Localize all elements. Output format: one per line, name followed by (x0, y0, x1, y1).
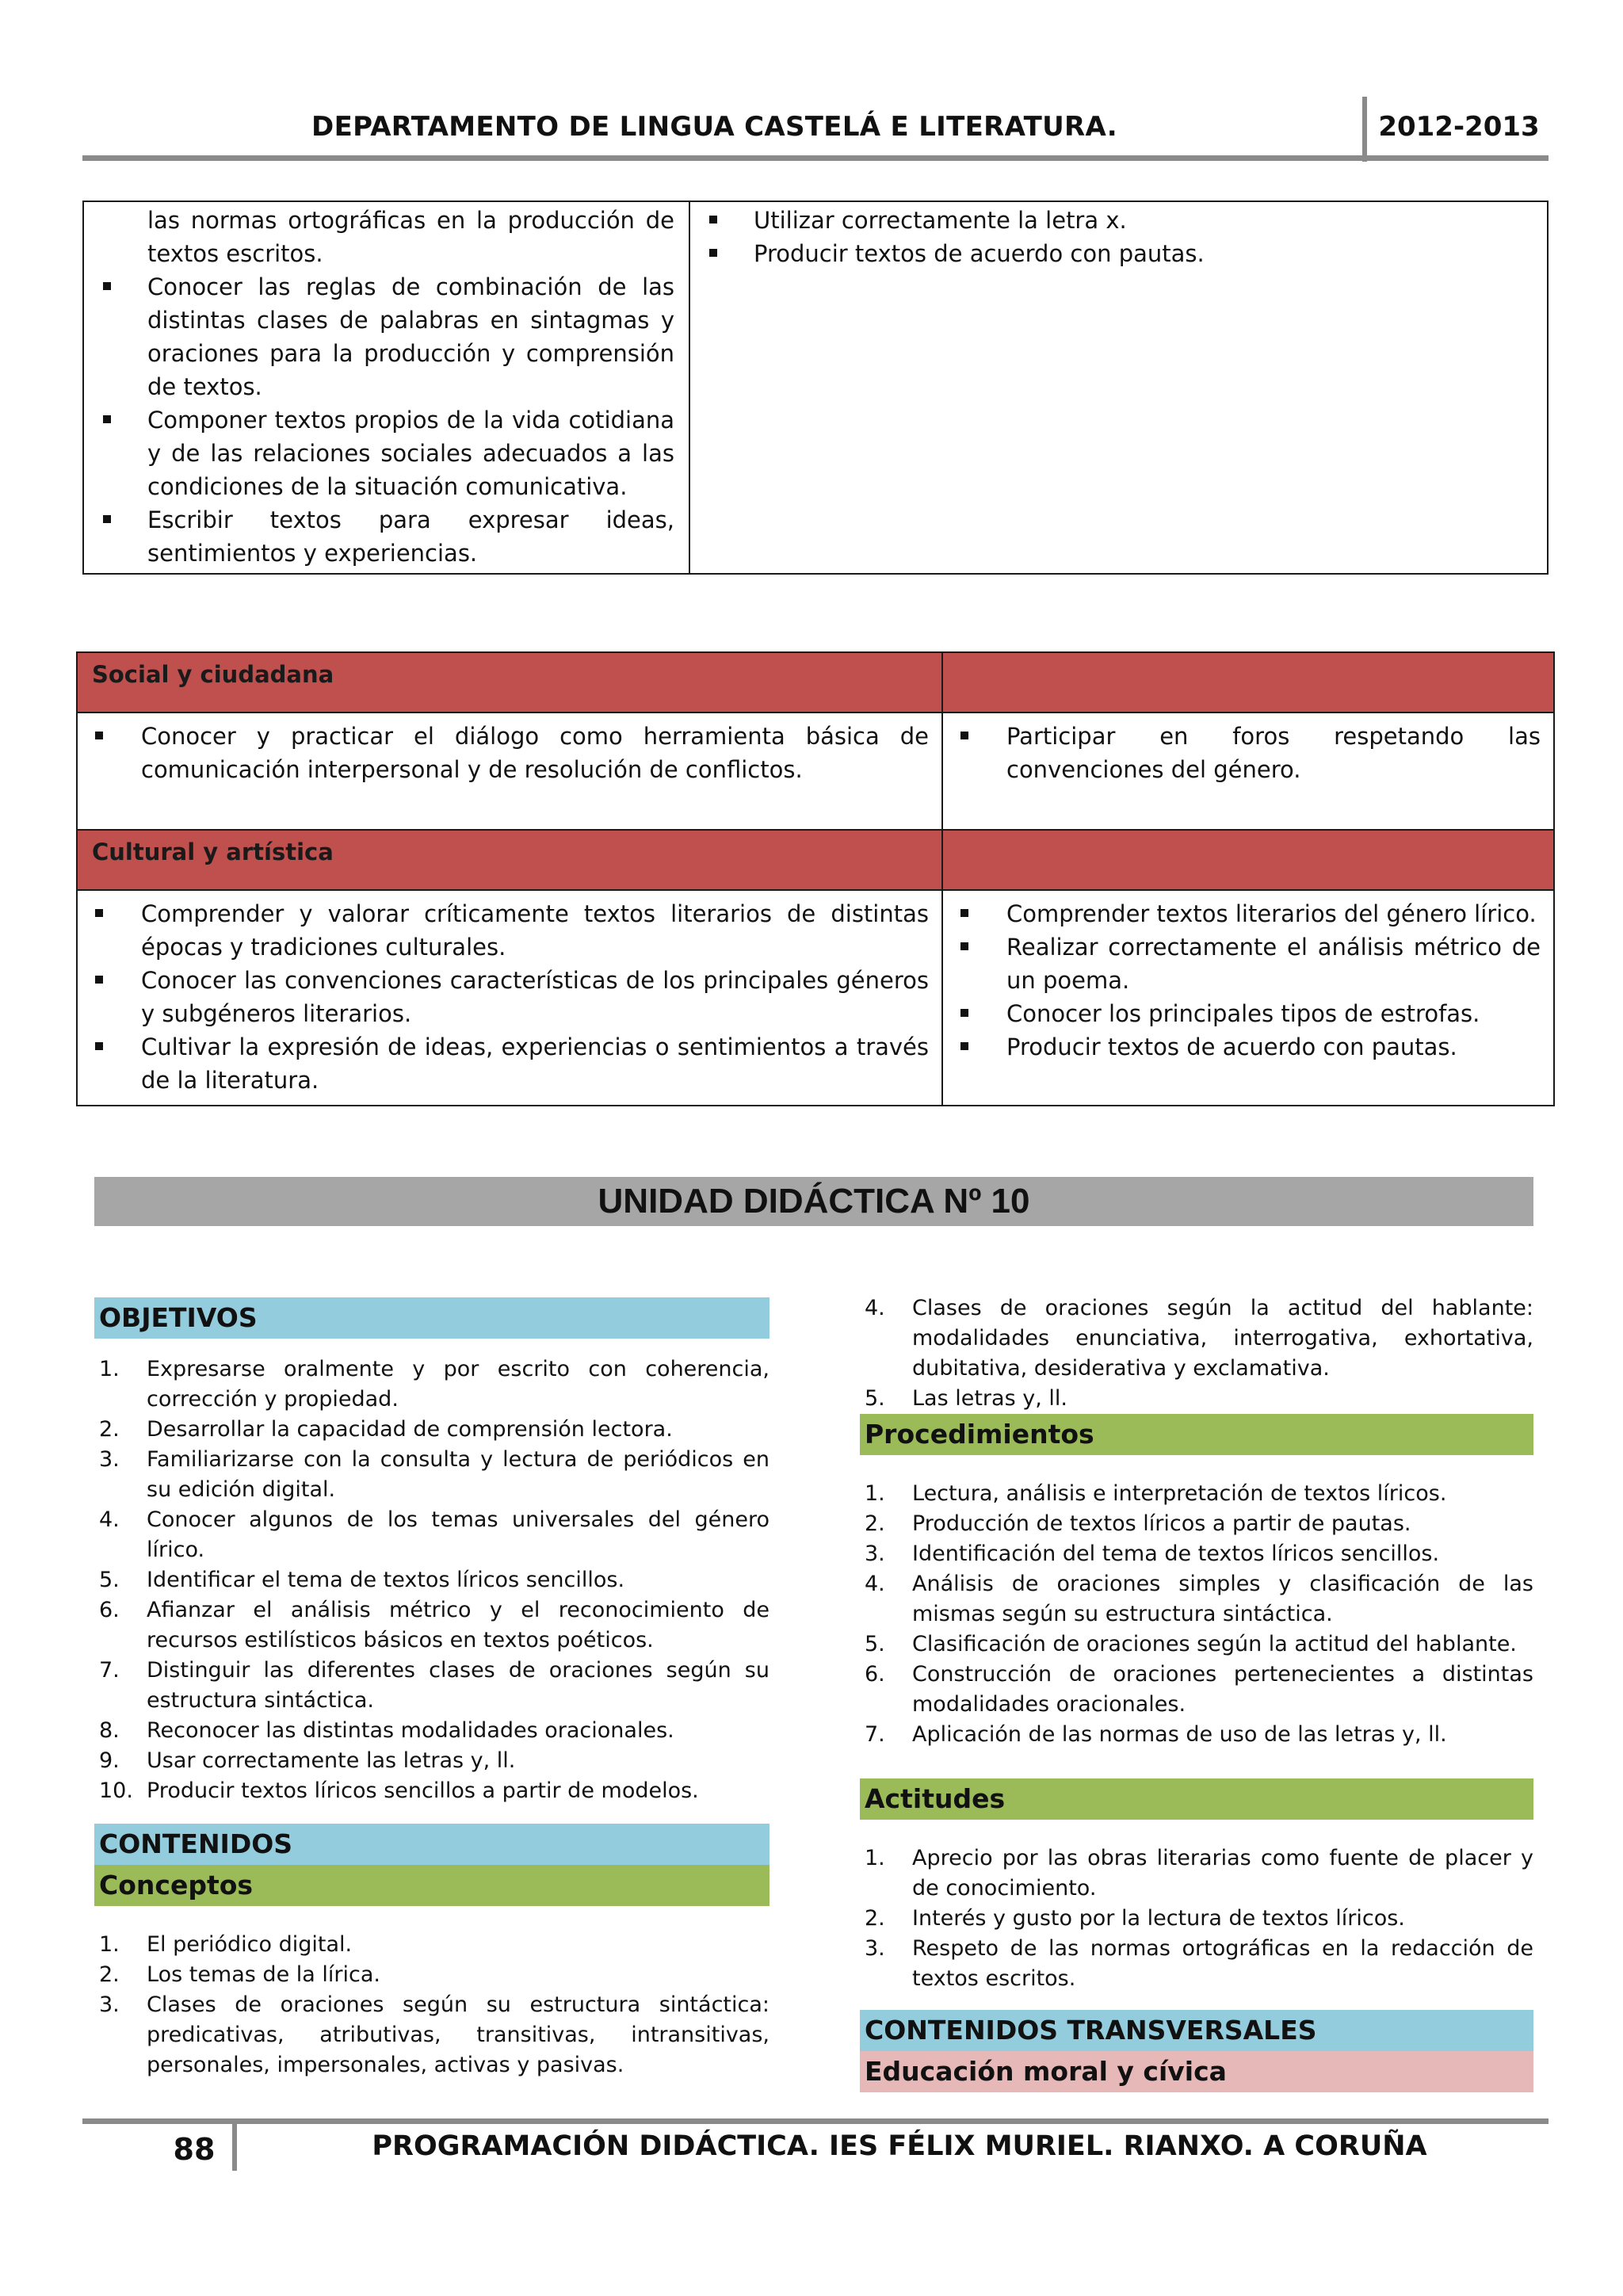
list-item: 3. Respeto de las normas ortográficas en la redacción de textos escritos. (865, 1936, 1533, 1991)
list-item: 2. Producción de textos líricos a partir de pautas. (865, 1511, 1411, 1536)
category-row-cultural (77, 830, 1554, 890)
table-cell-right (689, 201, 1548, 574)
table-row (77, 890, 1554, 1106)
category-cell-empty (942, 652, 1554, 712)
table-cell-right (942, 712, 1554, 830)
procedimientos-heading: Procedimientos (860, 1414, 1533, 1455)
list-item: 5. Las letras y, ll. (865, 1386, 1067, 1411)
category-cell (77, 652, 942, 712)
list-item: Escribir textos para expresar ideas, sentimientos y experiencias. (84, 503, 674, 570)
category-label: Cultural y artística (92, 839, 334, 865)
list-item: Comprender textos literarios del género lírico. (943, 897, 1541, 930)
table-cell-left (83, 201, 689, 574)
list-item: 7. Aplicación de las normas de uso de las letras y, ll. (865, 1722, 1447, 1747)
category-cell-empty (942, 830, 1554, 890)
competencias-table (76, 651, 1555, 1106)
list-item: Producir textos de acuerdo con pautas. (943, 1030, 1541, 1064)
list-item: 7. Distinguir las diferentes clases de oraciones según su estructura sintáctica. (99, 1658, 769, 1713)
list-item: Comprender y valorar críticamente textos literarios de distintas épocas y tradiciones culturales. (78, 897, 929, 964)
list-item: 9. Usar correctamente las letras y, ll. (99, 1748, 516, 1773)
list-item: 5. Clasificación de oraciones según la actitud del hablante. (865, 1632, 1517, 1656)
list-item: 4. Análisis de oraciones simples y clasificación de las mismas según su estructura sintáctica. (865, 1572, 1533, 1626)
header-divider (1362, 97, 1367, 162)
objetivos-heading: OBJETIVOS (94, 1297, 769, 1339)
bullet-list (78, 720, 929, 786)
list-item: Componer textos propios de la vida cotidiana y de las relaciones sociales adecuados a las condiciones de la situación comunicativa. (84, 403, 674, 503)
category-row-social (77, 652, 1554, 712)
bullet-list (78, 897, 929, 1097)
footer-title: PROGRAMACIÓN DIDÁCTICA. IES FÉLIX MURIEL. RIANXO. A CORUÑA (372, 2130, 1427, 2162)
list-item: 2. Desarrollar la capacidad de comprensión lectora. (99, 1417, 673, 1442)
category-cell (77, 830, 942, 890)
header-rule (82, 155, 1549, 161)
list-item: 1. El periódico digital. (99, 1932, 353, 1957)
page-number: 88 (173, 2132, 216, 2167)
list-item: 2. Interés y gusto por la lectura de textos líricos. (865, 1906, 1405, 1931)
list-item: 3. Familiarizarse con la consulta y lectura de periódicos en su edición digital. (99, 1447, 769, 1502)
table-cell-right (942, 890, 1554, 1106)
educacion-moral-heading: Educación moral y cívica (860, 2051, 1533, 2092)
contenidos-heading: CONTENIDOS (94, 1824, 769, 1865)
list-item: Conocer las reglas de combinación de las distintas clases de palabras en sintagmas y oraciones para la producción y comprensión de textos. (84, 270, 674, 403)
footer-divider (232, 2118, 237, 2171)
bullet-list (943, 897, 1541, 1064)
bullet-list (690, 204, 1533, 270)
list-item: Producir textos de acuerdo con pautas. (690, 237, 1533, 270)
table-row (77, 712, 1554, 830)
list-item: Conocer las convenciones características de los principales géneros y subgéneros literarios. (78, 964, 929, 1030)
list-item: Conocer los principales tipos de estrofas. (943, 997, 1541, 1030)
list-item: 2. Los temas de la lírica. (99, 1962, 380, 1987)
list-item: 1. Lectura, análisis e interpretación de textos líricos. (865, 1481, 1447, 1506)
competencias-table-continued (82, 201, 1549, 575)
list-item: 5. Identificar el tema de textos líricos sencillos. (99, 1568, 625, 1592)
list-item: 3. Clases de oraciones según su estructura sintáctica: predicativas, atributivas, transitivas, intransitivas, personales, impersonales, activas y pasivas. (99, 1992, 769, 2077)
list-item: 6. Construcción de oraciones pertenecientes a distintas modalidades oracionales. (865, 1662, 1533, 1717)
list-item: Cultivar la expresión de ideas, experiencias o sentimientos a través de la literatura. (78, 1030, 929, 1097)
bullet-list (84, 270, 674, 570)
actitudes-heading: Actitudes (860, 1778, 1533, 1820)
category-label: Social y ciudadana (92, 661, 334, 688)
continued-text: las normas ortográficas en la producción de textos escritos. (147, 207, 674, 267)
actitudes-list (860, 1843, 1533, 1994)
left-column (94, 1297, 769, 2080)
table-row (83, 201, 1548, 574)
list-item: 4. Clases de oraciones según la actitud del hablante: modalidades enunciativa, interrogativa, exhortativa, dubitativa, desiderativa y exclamativa. (865, 1296, 1533, 1381)
list-item: 1. Aprecio por las obras literarias como fuente de placer y de conocimiento. (865, 1846, 1533, 1901)
list-item: Conocer y practicar el diálogo como herramienta básica de comunicación interpersonal y de resolución de conflictos. (78, 720, 929, 786)
list-item: Participar en foros respetando las convenciones del género. (943, 720, 1541, 786)
conceptos-list (94, 1930, 769, 2080)
list-item: Realizar correctamente el análisis métrico de un poema. (943, 930, 1541, 997)
list-item: 3. Identificación del tema de textos líricos sencillos. (865, 1541, 1440, 1566)
procedimientos-list (860, 1479, 1533, 1750)
list-item: Utilizar correctamente la letra x. (690, 204, 1533, 237)
list-item: 6. Afianzar el análisis métrico y el reconocimiento de recursos estilísticos básicos en textos poéticos. (99, 1598, 769, 1652)
unit-title-banner: UNIDAD DIDÁCTICA Nº 10 (94, 1177, 1533, 1226)
document-header-year: 2012-2013 (1378, 111, 1540, 143)
document-header-title: DEPARTAMENTO DE LINGUA CASTELÁ E LITERATURA. (311, 111, 1117, 143)
table-cell-left (77, 890, 942, 1106)
footer-rule (82, 2118, 1549, 2124)
list-item: 8. Reconocer las distintas modalidades oracionales. (99, 1718, 674, 1743)
list-item: 10. Producir textos líricos sencillos a partir de modelos. (99, 1778, 699, 1803)
list-item: 4. Conocer algunos de los temas universales del género lírico. (99, 1507, 769, 1562)
table-cell-left (77, 712, 942, 830)
transversales-heading: CONTENIDOS TRANSVERSALES (860, 2010, 1533, 2051)
conceptos-list-continued (860, 1293, 1533, 1414)
bullet-list (943, 720, 1541, 786)
right-column (860, 1293, 1533, 2092)
conceptos-heading: Conceptos (94, 1865, 769, 1906)
objetivos-list (94, 1354, 769, 1806)
list-item: 1. Expresarse oralmente y por escrito con coherencia, corrección y propiedad. (99, 1357, 769, 1412)
